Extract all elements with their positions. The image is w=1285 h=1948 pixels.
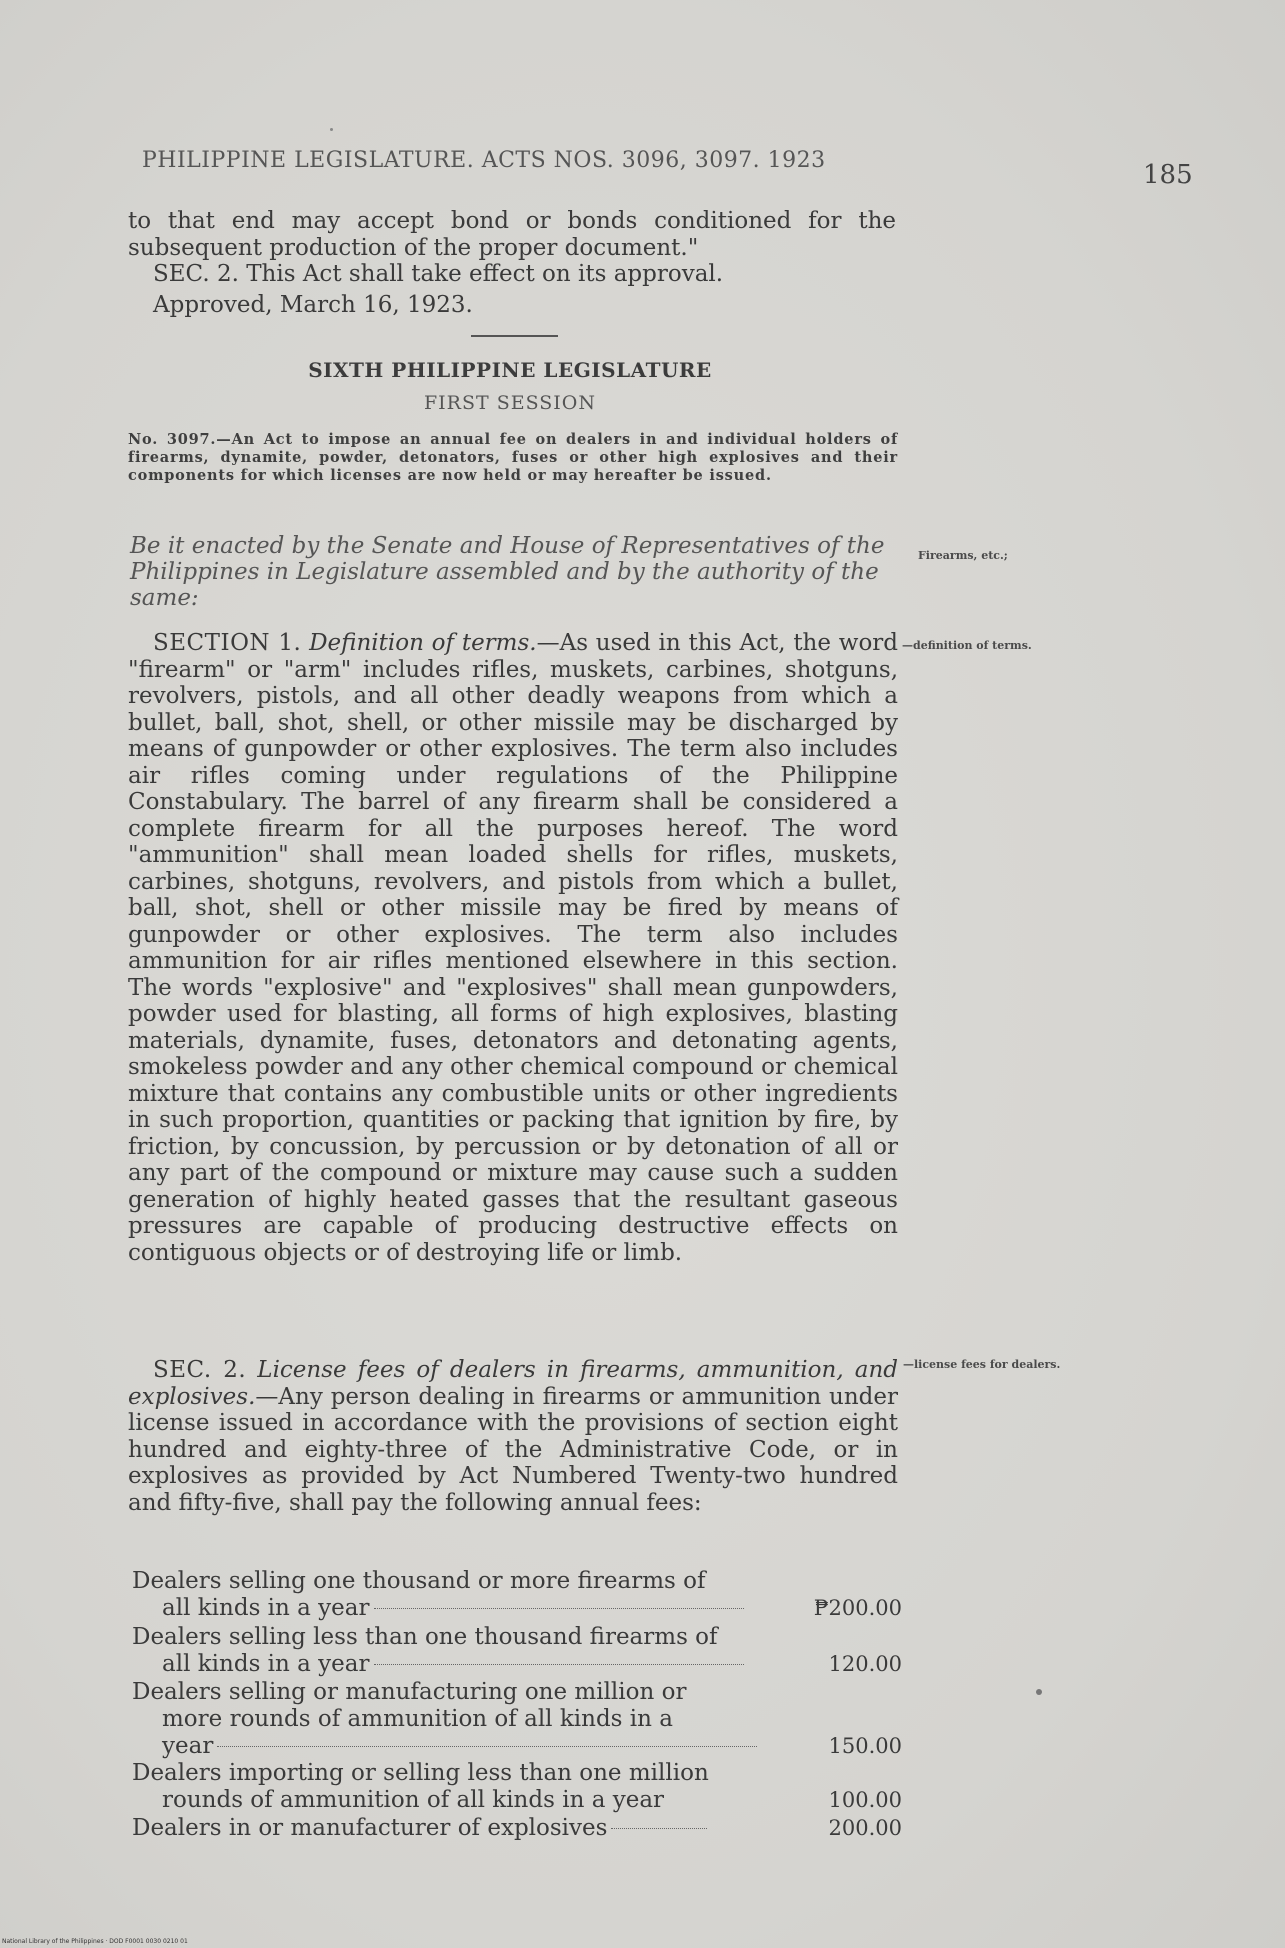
page-number: 185	[1143, 160, 1193, 190]
section-1-heading: Definition of terms.	[309, 630, 537, 656]
running-head: PHILIPPINE LEGISLATURE. ACTS NOS. 3096, 3097. 1923	[142, 148, 826, 173]
act-title	[128, 431, 898, 485]
fee-description-cont: more rounds of ammunition of all kinds in a	[162, 1706, 673, 1732]
section-1	[128, 630, 898, 1266]
fee-description-cont: year	[162, 1733, 214, 1759]
act-title-text: —An Act to impose an annual fee on dealers in and individual holders of firearms, dynamite, powder, detonators, fuses or other high explosives and their components for which licenses are now held or may hereafter be issued.	[128, 431, 898, 484]
fees-table	[132, 1568, 904, 1842]
fee-description: Dealers selling less than one thousand firearms of	[132, 1624, 718, 1650]
marginal-note-definition: —definition of terms.	[902, 639, 1032, 652]
section-divider	[471, 335, 558, 337]
fee-amount: 100.00	[828, 1788, 902, 1812]
dot-leader	[374, 1664, 744, 1665]
section-1-label: SECTION 1.	[153, 630, 302, 656]
approval-date: Approved, March 16, 1923.	[153, 291, 473, 318]
fee-row	[132, 1678, 904, 1760]
scan-speck	[330, 128, 333, 131]
dot-leader	[217, 1746, 757, 1747]
fee-description: Dealers selling or manufacturing one million or	[132, 1679, 687, 1705]
legislature-heading: SIXTH PHILIPPINE LEGISLATURE	[308, 358, 712, 382]
section-2-heading: License fees of dealers in firearms, ammunition, and explosives.	[128, 1357, 898, 1410]
dot-leader	[374, 1608, 744, 1609]
fee-amount: 120.00	[828, 1652, 902, 1676]
marginal-note-license-fees: —license fees for dealers.	[903, 1358, 1061, 1371]
previous-act-block	[128, 208, 896, 318]
ink-dot	[1036, 1689, 1042, 1695]
fee-description-cont: all kinds in a year	[162, 1595, 370, 1621]
previous-act-section-2: SEC. 2. This Act shall take effect on its approval.	[153, 261, 724, 287]
fee-description-cont: rounds of ammunition of all kinds in a year	[162, 1787, 665, 1813]
section-2	[128, 1357, 898, 1516]
fee-row	[132, 1622, 904, 1678]
section-2-label: SEC. 2.	[153, 1357, 247, 1383]
fee-amount: 150.00	[828, 1734, 902, 1758]
fee-description: Dealers selling one thousand or more firearms of	[132, 1568, 706, 1594]
fee-description: Dealers importing or selling less than one million	[132, 1760, 709, 1786]
fee-amount: ₱200.00	[813, 1596, 902, 1620]
dot-leader	[611, 1828, 707, 1829]
fee-description-cont: all kinds in a year	[162, 1651, 370, 1677]
session-heading: FIRST SESSION	[423, 392, 596, 414]
fee-row	[132, 1760, 904, 1814]
section-2-text: —Any person dealing in firearms or ammunition under license issued in accordance with the provisions of section eight hundred and eighty-three of the Administrative Code, or in explosives as provided by Act Numbered Twenty-two hundred and fifty-five, shall pay the following annual fees:	[128, 1383, 898, 1516]
fee-row	[132, 1568, 904, 1622]
marginal-note-firearms: Firearms, etc.;	[918, 549, 1008, 562]
act-number: No. 3097.	[128, 431, 217, 448]
enacting-clause: Be it enacted by the Senate and House of Representatives of the Philippines in Legislature assembled and by the authority of the same:	[130, 533, 885, 611]
continuation-text: to that end may accept bond or bonds conditioned for the subsequent production of the proper document."	[128, 208, 896, 261]
fee-amount: 200.00	[828, 1816, 902, 1840]
fee-description: Dealers in or manufacturer of explosives	[132, 1815, 608, 1841]
footer-credit: National Library of the Philippines · DOD F0001 0030 0210 01	[2, 1938, 188, 1945]
section-1-text: —As used in this Act, the word "firearm" or "arm" includes rifles, muskets, carbines, shotguns, revolvers, pistols, and all other deadly weapons from which a bullet, ball, shot, shell, or other missile may be discharged by means of gunpowder or other explosives. The term also includes air rifles coming under regulations of the Philippine Constabulary. The barrel of any firearm shall be considered a complete firearm for all the purposes hereof. The word "ammunition" shall mean loaded shells for rifles, muskets, carbines, shotguns, revolvers, and pistols from which a bullet, ball, shot, shell or other missile may be fired by means of gunpowder or other explosives. The term also includes ammunition for air rifles mentioned elsewhere in this section. The words "explosive" and "explosives" shall mean gunpowders, powder used for blasting, all forms of high explosives, blasting materials, dynamite, fuses, detonators and detonating agents, smokeless powder and any other chemical compound or chemical mixture that contains any combustible units or other ingredients in such proportion, quantities or packing that ignition by fire, by friction, by concussion, by percussion or by detonation of all or any part of the compound or mixture may cause such a sudden generation of highly heated gasses that the resultant gaseous pressures are capable of producing destructive effects on contiguous objects or of destroying life or limb.	[128, 630, 899, 1266]
fee-row	[132, 1814, 904, 1842]
